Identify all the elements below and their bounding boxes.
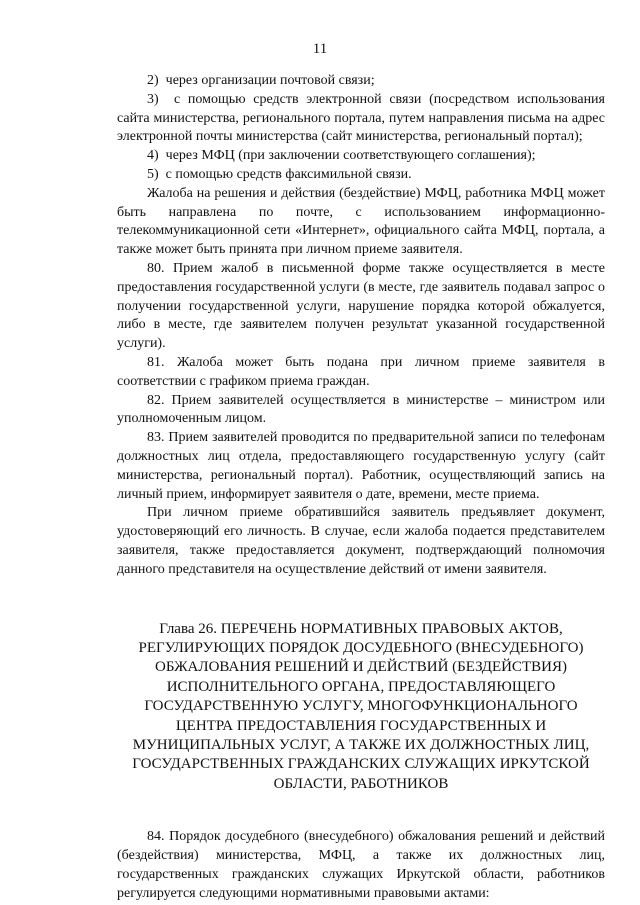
paragraph: 5) с помощью средств факсимильной связи. [147, 166, 412, 182]
paragraph: Жалоба на решения и действия (бездействие) МФЦ, работника МФЦ может быть направлена по почте, с использованием информационно-телекоммуникационной сети «Интернет», официального сайта МФЦ, портала, а также может быть принята при личном приеме заявителя. [117, 185, 605, 258]
paragraph: 83. Прием заявителей проводится по предварительной записи по телефонам должностных лиц отдела, предоставляющего государственную услугу (сайт министерства, региональный портал). Работник, осуществляющий запись на личный прием, информирует заявителя о дате, времени, месте приема. [117, 430, 605, 502]
paragraph: При личном приеме обратившийся заявитель предъявляет документ, удостоверяющий его личность. В случае, если жалоба подается представителем заявителя, также предоставляется документ, подтверждающий полномочия данного представителя на осуществление действий от имени заявителя. [117, 505, 605, 577]
document-body [117, 72, 605, 903]
paragraph: 80. Прием жалоб в письменной форме также осуществляется в месте предоставления государственной услуги (в месте, где заявитель подавал запрос о получении государственной услуги, нарушение порядка которой обжалуется, либо в месте, где заявителем получен результат указанной государственной услуги). [117, 260, 605, 352]
paragraph: 3) с помощью средств электронной связи (посредством использования сайта министерства, регионального портала, путем направления письма на адрес электронной почты министерства (сайт министерства, региональный портал); [117, 91, 605, 145]
paragraph: 4) через МФЦ (при заключении соответствующего соглашения); [147, 148, 536, 164]
paragraph: 81. Жалоба может быть подана при личном приеме заявителя в соответствии с графиком приема граждан. [117, 354, 605, 389]
chapter-heading: Глава 26. ПЕРЕЧЕНЬ НОРМАТИВНЫХ ПРАВОВЫХ АКТОВ, РЕГУЛИРУЮЩИХ ПОРЯДОК ДОСУДЕБНОГО (ВНЕСУДЕБНОГО) ОБЖАЛОВАНИЯ РЕШЕНИЙ И ДЕЙСТВИЙ (БЕЗДЕЙСТВИЯ) ИСПОЛНИТЕЛЬНОГО ОРГАНА, ПРЕДОСТАВЛЯЮЩЕГО ГОСУДАРСТВЕННУЮ УСЛУГУ, МНОГОФУНКЦИОНАЛЬНОГО ЦЕНТРА ПРЕДОСТАВЛЕНИЯ ГОСУДАРСТВЕННЫХ И МУНИЦИПАЛЬНЫХ УСЛУГ, А ТАКЖЕ ИХ ДОЛЖНОСТНЫХ ЛИЦ, ГОСУДАРСТВЕННЫХ ГРАЖДАНСКИХ СЛУЖАЩИХ ИРКУТСКОЙ ОБЛАСТИ, РАБОТНИКОВ [132, 620, 590, 792]
paragraph: 84. Порядок досудебного (внесудебного) обжалования решений и действий (бездействия) министерства, МФЦ, а также их должностных лиц, государственных гражданских служащих Иркутской области, работников регулируется следующими нормативными правовыми актами: [117, 829, 605, 901]
page-number: 11 [312, 41, 328, 57]
paragraph: 82. Прием заявителей осуществляется в министерстве – министром или уполномоченным лицом. [117, 392, 605, 427]
paragraph: 2) через организации почтовой связи; [147, 73, 375, 88]
